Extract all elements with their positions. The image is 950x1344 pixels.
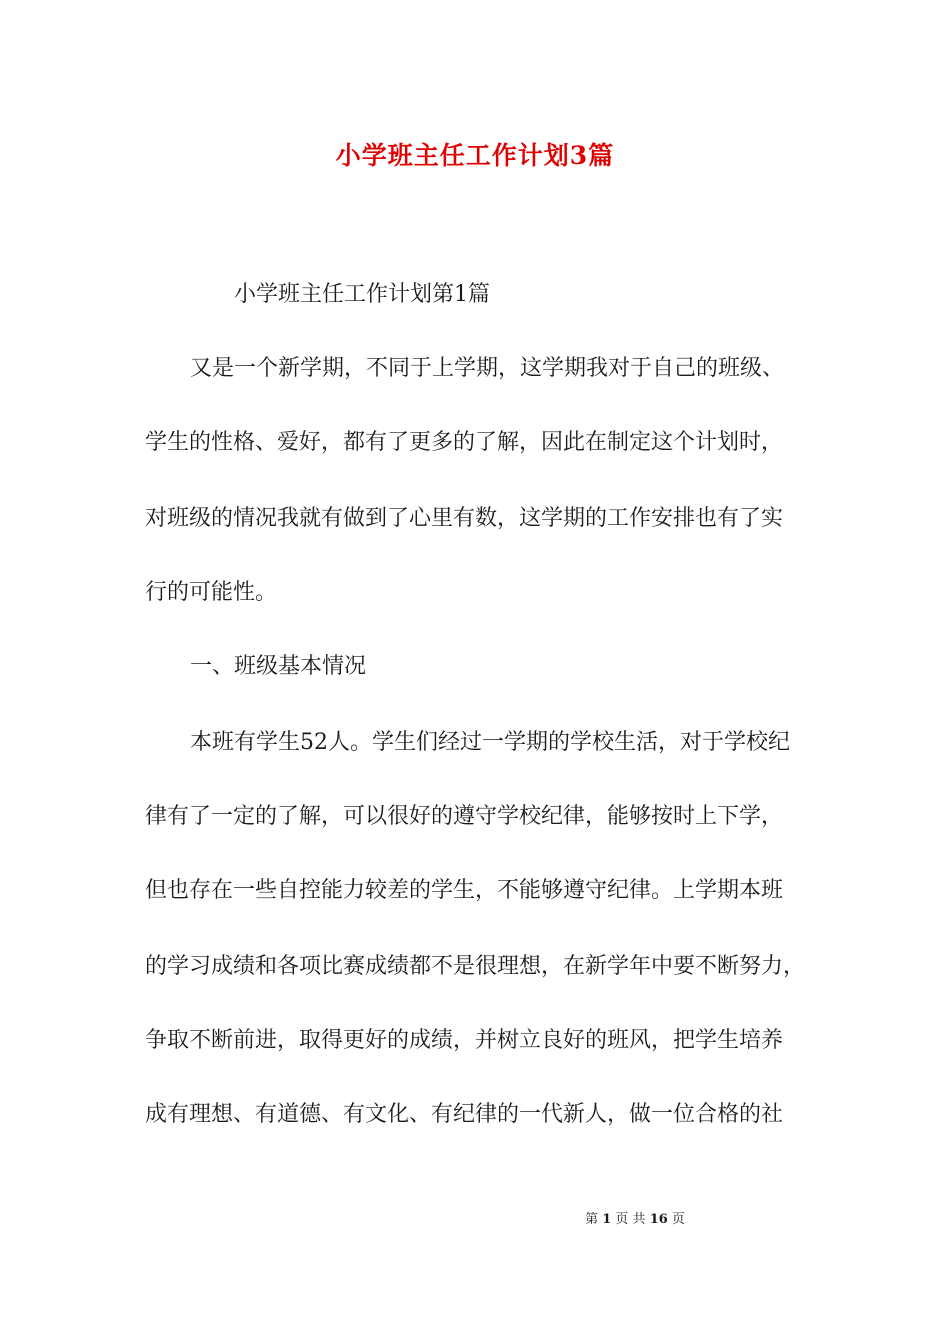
- section-title: 小学班主任工作计划第1篇: [234, 282, 490, 307]
- paragraph-line: 对班级的情况我就有做到了心里有数，这学期的工作安排也有了实: [145, 506, 784, 531]
- paragraph-line: 的学习成绩和各项比赛成绩都不是很理想，在新学年中要不断努力，: [145, 954, 806, 979]
- paragraph-line: 学生的性格、爱好，都有了更多的了解，因此在制定这个计划时，: [145, 430, 784, 455]
- footer-prefix: 第: [585, 1212, 599, 1227]
- paragraph-line: 争取不断前进，取得更好的成绩，并树立良好的班风，把学生培养: [145, 1028, 784, 1053]
- section-heading: 一、班级基本情况: [190, 654, 367, 679]
- paragraph-line: 本班有学生52人。学生们经过一学期的学校生活，对于学校纪: [190, 730, 790, 755]
- total-pages-number: 16: [649, 1212, 668, 1227]
- document-title: 小学班主任工作计划3篇: [335, 141, 615, 170]
- paragraph-line: 但也存在一些自控能力较差的学生，不能够遵守纪律。上学期本班: [145, 878, 784, 903]
- page-footer: [0, 1208, 950, 1227]
- footer-mid: 页 共: [615, 1212, 646, 1227]
- paragraph-line: 成有理想、有道德、有文化、有纪律的一代新人，做一位合格的社: [145, 1102, 784, 1127]
- paragraph-line: 行的可能性。: [145, 580, 278, 605]
- current-page-number: 1: [602, 1212, 612, 1227]
- paragraph-line: 又是一个新学期，不同于上学期，这学期我对于自己的班级、: [190, 356, 785, 381]
- paragraph-line: 律有了一定的了解，可以很好的遵守学校纪律，能够按时上下学，: [145, 804, 784, 829]
- footer-suffix: 页: [671, 1212, 685, 1227]
